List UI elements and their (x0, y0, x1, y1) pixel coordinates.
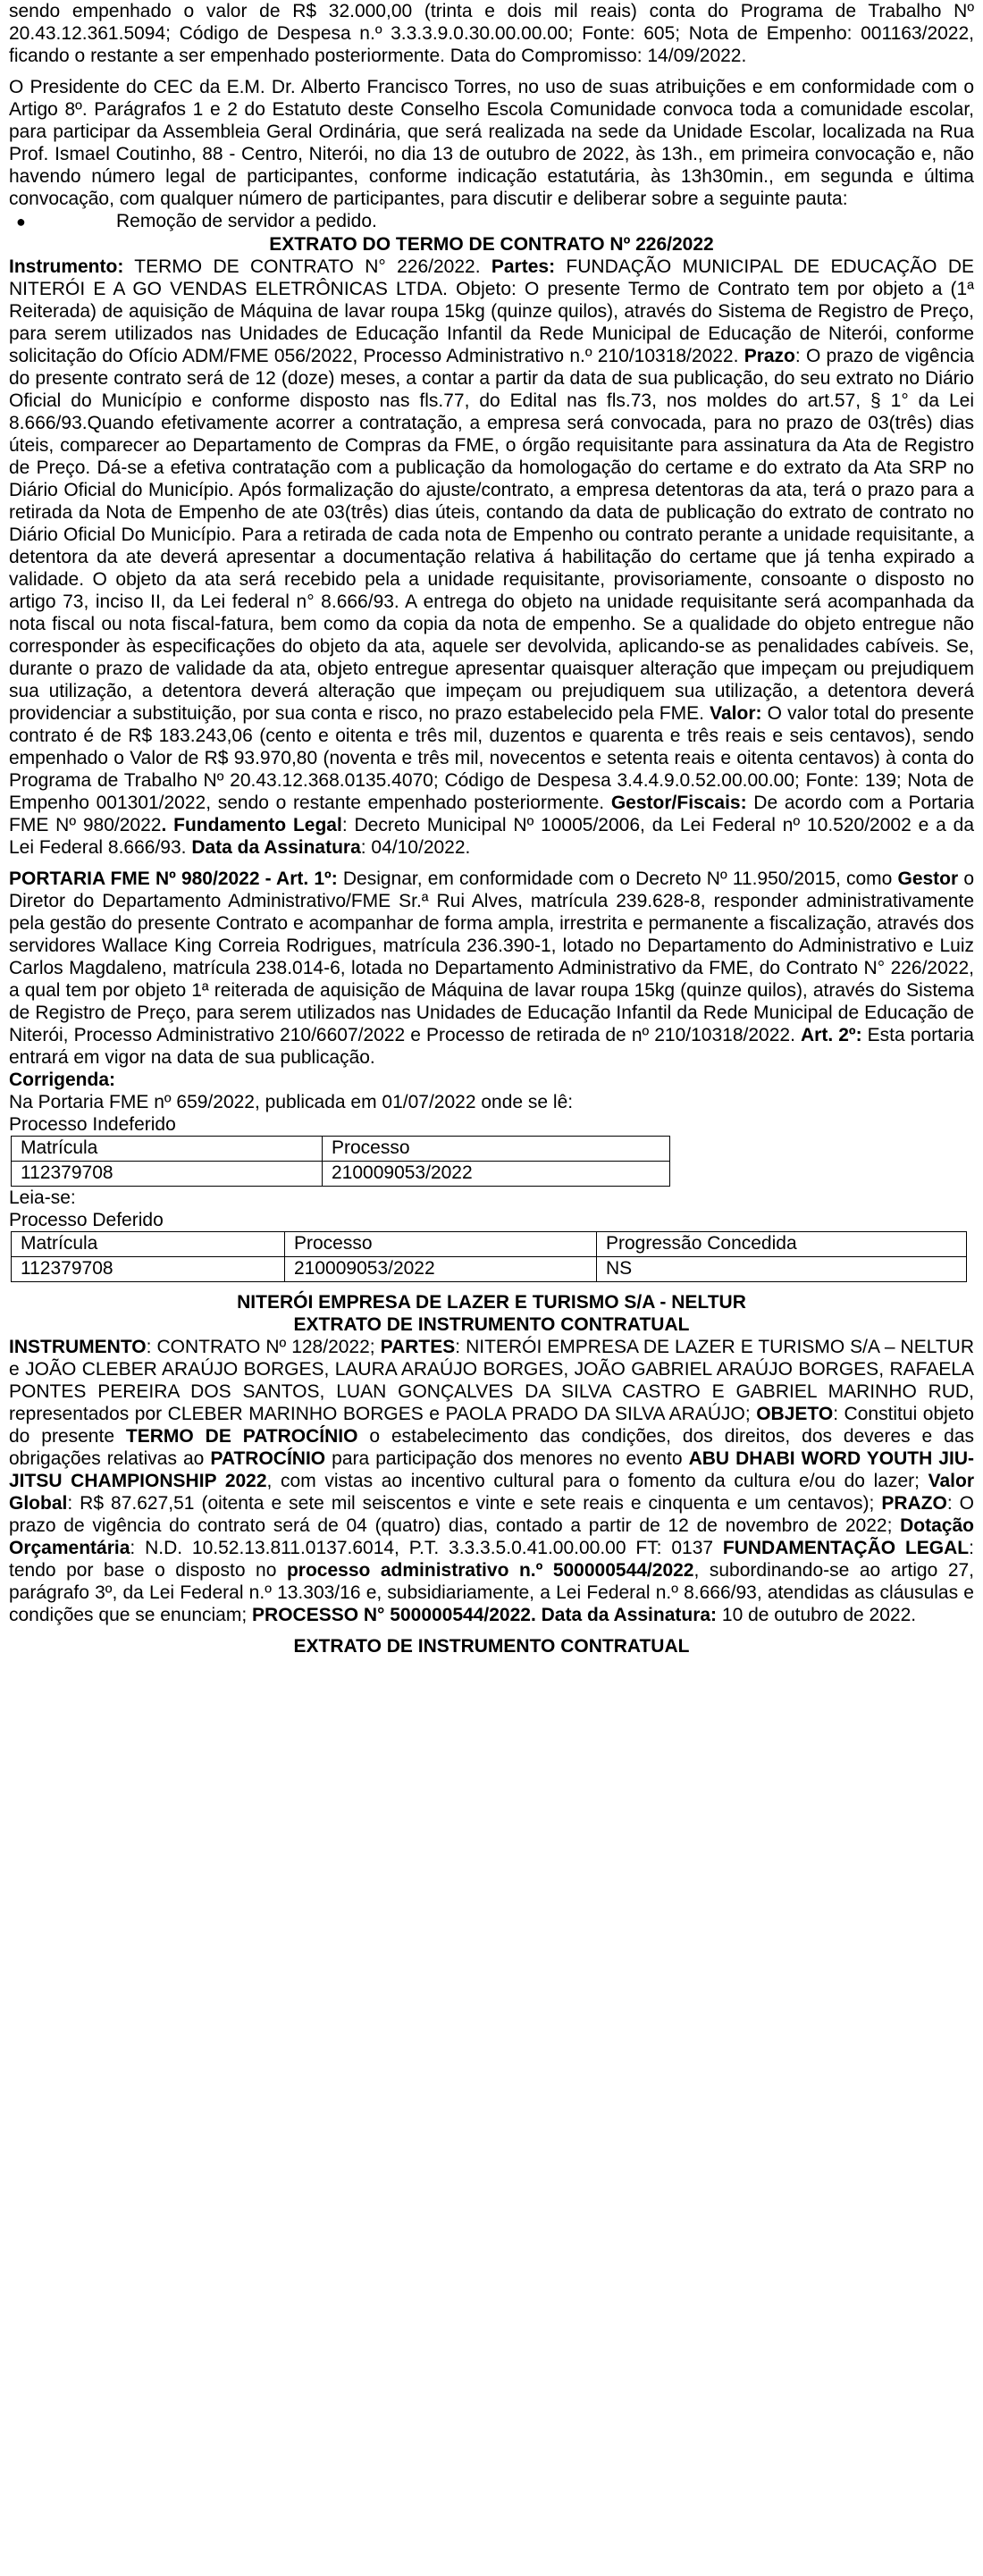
corrigenda-title: Corrigenda: (9, 1070, 116, 1090)
label-partes: PARTES (380, 1337, 456, 1357)
label-fundamento-legal: Fundamento Legal (166, 815, 342, 835)
text-instrumento: TERMO DE CONTRATO N° 226/2022. (123, 256, 492, 277)
label-gestor: Gestor (897, 868, 959, 889)
heading-contrato-226: EXTRATO DO TERMO DE CONTRATO Nº 226/2022 (269, 234, 714, 255)
label-leia-se: Leia-se: (9, 1187, 76, 1208)
label-portaria: PORTARIA FME Nº 980/2022 - Art. 1º: (9, 868, 338, 889)
table-cell: 112379708 (12, 1257, 285, 1282)
text-portaria-3: Esta portaria entrará em vigor na data de sua publicação. (9, 1025, 974, 1068)
table-cell: NS (597, 1257, 967, 1282)
label-dotacao: Dotação Orçamentária (9, 1515, 974, 1558)
label-prazo: Prazo (744, 346, 795, 366)
text-prazo: : O prazo de vigência do contrato será de 04 (quatro) dias, contado a partir de 12 de novembro de 2022; (9, 1493, 974, 1536)
table-header-cell: Progressão Concedida (597, 1232, 967, 1257)
label-instrumento: Instrumento: (9, 256, 124, 277)
text-data-assinatura: : 04/10/2022. (360, 837, 471, 858)
label-fundamentacao-legal: FUNDAMENTAÇÃO LEGAL (722, 1538, 970, 1558)
label-termo-patrocinio: TERMO DE PATROCÍNIO (125, 1426, 358, 1447)
text-fundamentacao-2: , subordinando-se ao artigo 27, parágrafo 3º, da Lei Federal n.º 13.303/16 e, subsidiariamente, a Lei Federal n.º 8.666/93, atendidas as cláusulas e condições que se enunciam; (9, 1560, 975, 1625)
text-gestor-dot: . (161, 815, 167, 835)
label-prazo: PRAZO (881, 1493, 947, 1514)
paragraph-cec-convocacao: O Presidente do CEC da E.M. Dr. Alberto Francisco Torres, no uso de suas atribuições e em conformidade com o Artigo 8º. Parágrafos 1 e 2 do Estatuto deste Conselho Escola Comunidade convoca toda a comunidade escolar, para participar da Assembleia Geral Ordinária, que será realizada na sede da Unidade Escolar, localizada na Rua Prof. Ismael Coutinho, 88 - Centro, Niterói, no dia 13 de outubro de 2022, às 13h., em primeira convocação e, não havendo número legal de participantes, conforme indicação estatutária, às 13h30min., em segunda e última convocação, com qualquer número de participantes, para discutir e deliberar sobre a seguinte pauta: (9, 77, 974, 209)
label-processo-data: PROCESSO N° 500000544/2022. Data da Assinatura: (252, 1605, 718, 1625)
text-valor: O valor total do presente contrato é de R$ 183.243,06 (cento e oitenta e três mil, duzentos e quarenta e três reais e seis centavos), sendo empenhado o Valor de R$ 93.970,80 (noventa e três mil, novecentos e setenta reais e oitenta centavos) à conta do Programa de Trabalho Nº 20.43.12.368.0135.4070; Código de Despesa 3.4.4.9.0.52.00.00.00; Fonte: 139; Nota de Empenho 001301/2022, sendo o restante empenhado posteriormente. (9, 703, 974, 813)
table-row (12, 1162, 670, 1187)
text-portaria-2: o Diretor do Departamento Administrativo/FME Sr.ª Rui Alves, matrícula 239.628-8, responder administrativamente pela gestão do presente Contrato e acompanhar de forma ampla, irrestrita e permanente a fiscalização, através dos servidores Wallace King Correia Rodrigues, matrícula 236.390-1, lotado no Departamento do Administrativo e Luiz Carlos Magdaleno, matrícula 238.014-6, lotada no Departamento Administrativo da FME, do Contrato N° 226/2022, a qual tem por objeto 1ª reiterada de aquisição de Máquina de lavar roupa 15kg (quinze quilos), através do Sistema de Registro de Preço, para serem utilizados nas Unidades de Educação Infantil da Rede Municipal de Educação de Niterói, Processo Administrativo 210/6607/2022 e Processo de retirada de nº 210/10318/2022. (9, 868, 975, 1045)
label-gestor-fiscais: Gestor/Fiscais: (610, 793, 747, 813)
text-dotacao: : N.D. 10.52.13.811.0137.6014, P.T. 3.3.3.5.0.41.00.00.00 FT: 0137 (130, 1538, 723, 1558)
paragraph-contrato-226 (9, 256, 974, 859)
table-header-cell: Matrícula (12, 1137, 323, 1162)
heading-extrato-instrumento: EXTRATO DE INSTRUMENTO CONTRATUAL (293, 1314, 690, 1335)
label-valor-global: Valor Global (9, 1471, 974, 1514)
table-header-cell: Processo (285, 1232, 597, 1257)
table-header-cell: Processo (323, 1137, 670, 1162)
paragraph-portaria-980 (9, 868, 974, 1069)
label-art-2: Art. 2º: (801, 1025, 862, 1045)
text-objeto-2: o estabelecimento das condições, dos direitos, dos deveres e das obrigações relativas ao (9, 1426, 974, 1469)
label-processo-indeferido: Processo Indeferido (9, 1114, 176, 1135)
text-objeto-3: para participação dos menores no evento (325, 1448, 689, 1469)
paragraph-empenho: sendo empenhado o valor de R$ 32.000,00 (trinta e dois mil reais) conta do Programa de Trabalho Nº 20.43.12.361.5094; Código de Despesa n.º 3.3.3.9.0.30.00.00.00; Fonte: 605; Nota de Empenho: 001163/2022, ficando o restante a ser empenhado posteriormente. Data do Compromisso: 14/09/2022. (9, 1, 974, 66)
text-portaria-1: Designar, em conformidade com o Decreto Nº 11.950/2015, como (337, 868, 898, 889)
table-cell: 210009053/2022 (323, 1162, 670, 1187)
text-valor-global: : R$ 87.627,51 (oitenta e sete mil seiscentos e vinte e sete reais e cinquenta e um centavos); (67, 1493, 882, 1514)
text-data-assinatura: 10 de outubro de 2022. (717, 1605, 917, 1625)
text-instrumento: : CONTRATO Nº 128/2022; (146, 1337, 381, 1357)
table-header-row (12, 1137, 670, 1162)
label-valor: Valor: (710, 703, 762, 724)
label-patrocinio: PATROCÍNIO (210, 1448, 326, 1469)
heading-neltur: NITERÓI EMPRESA DE LAZER E TURISMO S/A - NELTUR (237, 1292, 746, 1313)
label-objeto: OBJETO (756, 1404, 834, 1424)
text-objeto-4: , com vistas ao incentivo cultural para o fomento da cultura e/ou do lazer; (266, 1471, 928, 1491)
text-fundamentacao-1: : tendo por base o disposto no (9, 1538, 974, 1581)
label-processo-deferido: Processo Deferido (9, 1210, 164, 1230)
list-item-text: Remoção de servidor a pedido. (116, 211, 377, 231)
text-partes: : NITERÓI EMPRESA DE LAZER E TURISMO S/A – NELTUR e JOÃO CLEBER ARAÚJO BORGES, LAURA ARAÚJO BORGES, JOÃO GABRIEL ARAÚJO BORGES, RAFAELA PONTES PEREIRA DOS SANTOS, LUAN GONÇALVES DA SILVA CASTRO E GABRIEL MARINHO RUD, representados por CLEBER MARINHO BORGES e PAOLA PRADO DA SILVA ARAÚJO; (9, 1337, 974, 1424)
paragraph-neltur-contrato (9, 1336, 974, 1626)
text-prazo: : O prazo de vigência do presente contrato será de 12 (doze) meses, a contar a partir da data de sua publicação, do seu extrato no Diário Oficial do Município e conforme disposto nas fls.77, do Edital nas fls.73, nos moldes do art.57, § 1° da Lei 8.666/93.Quando efetivamente acorrer a contratação, a empresa será convocada, para no prazo de 03(três) dias úteis, comparecer ao Departamento de Compras da FME, o órgão requisitante para assinatura da Ata de Registro de Preço. Dá-se a efetiva contratação com a publicação da homologação do certame e do extrato da Ata SRP no Diário Oficial do Município. Após formalização do ajuste/contrato, a empresa detentoras da ata, terá o prazo para a retirada da Nota de Empenho de ate 03(três) dias úteis, contando da data de publicação do extrato de contrato no Diário Oficial Do Município. Para a retirada de cada nota de Empenho ou contrato perante a unidade requisitante, a detentora da ate deverá apresentar a documentação relativa á habilitação do certame que já tenha expirado a validade. O objeto da ata será recebido pela a unidade requisitante, provisoriamente, consoante o disposto no artigo 73, inciso II, da Lei federal n° 8.666/93. A entrega do objeto na unidade requisitante será acompanhada da nota fiscal ou nota fiscal-fatura, bem como da copia da nota de empenho. Se a qualidade do objeto entregue não corresponder às especificações do objeto da ata, aquele ser devolvida, aplicando-se as penalidades cabíveis. Se, durante o prazo de validade da ata, objeto entregue apresentar quaisquer alteração que impeçam ou prejudiquem sua utilização, a detentora deverá alteração que impeçam ou prejudiquem sua utilização, a detentora deverá providenciar a substituição, por sua conta e risco, no prazo estabelecido pela FME. (9, 346, 974, 724)
label-instrumento: INSTRUMENTO (9, 1337, 147, 1357)
text-gestor-fiscais: De acordo com a Portaria FME Nº 980/2022 (9, 793, 974, 835)
table-row (12, 1257, 967, 1282)
label-data-assinatura: Data da Assinatura (191, 837, 361, 858)
corrigenda-line: Na Portaria FME nº 659/2022, publicada em 01/07/2022 onde se lê: (9, 1092, 574, 1112)
table-header-row (12, 1232, 967, 1257)
table-header-cell: Matrícula (12, 1232, 285, 1257)
label-evento: ABU DHABI WORD YOUTH JIU-JITSU CHAMPIONSHIP 2022 (9, 1448, 974, 1491)
bullet-icon: ● (16, 213, 26, 231)
heading-extrato-final: EXTRATO DE INSTRUMENTO CONTRATUAL (293, 1636, 690, 1657)
text-objeto-1: : Constitui objeto do presente (9, 1404, 974, 1447)
table-processo-deferido (11, 1231, 967, 1282)
table-cell: 112379708 (12, 1162, 323, 1187)
table-processo-indeferido (11, 1136, 670, 1187)
text-fundamento-legal: : Decreto Municipal Nº 10005/2006, da Lei Federal nº 10.520/2002 e a da Lei Federal 8.666/93. (9, 815, 975, 858)
list-item (9, 210, 974, 233)
label-partes: Partes: (491, 256, 556, 277)
label-processo-administrativo: processo administrativo n.º 500000544/2022 (286, 1560, 694, 1581)
table-cell: 210009053/2022 (285, 1257, 597, 1282)
text-partes: FUNDAÇÃO MUNICIPAL DE EDUCAÇÃO DE NITERÓI E A GO VENDAS ELETRÔNICAS LTDA. Objeto: O presente Termo de Contrato tem por objeto a (1ª Reiterada) de aquisição de Máquina de lavar roupa 15kg (quinze quilos), através do Sistema de Registro de Preço, para serem utilizados nas Unidades de Educação Infantil da Rede Municipal de Educação de Niterói, conforme solicitação do Ofício ADM/FME 056/2022, Processo Administrativo n.º 210/10318/2022. (9, 256, 974, 366)
